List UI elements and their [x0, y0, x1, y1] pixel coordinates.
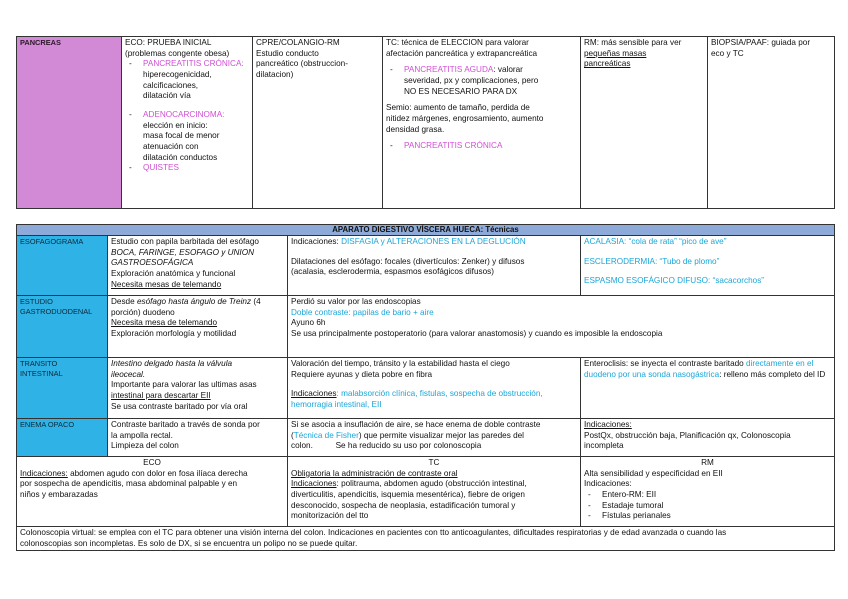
esof-line: Estudio con papila barbitada del esófago: [111, 237, 259, 247]
rm-list-item: - Estadaje tumoral: [584, 501, 831, 512]
tc-pa-line: NO ES NECESARIO PARA DX: [404, 86, 518, 96]
enema-line: la ampolla rectal.: [111, 430, 173, 440]
eco-subtitle: (problemas congente obesa): [125, 48, 230, 58]
enema-note: [291, 431, 577, 442]
eco-adeno-line: dilatación conductos: [143, 152, 218, 162]
enema-notes: [288, 419, 581, 457]
eco-header: ECO: [143, 458, 161, 468]
transito-label: [17, 358, 108, 419]
rm-list: [584, 490, 831, 522]
esof-espasmo: ESPASMO ESOFÁGICO DIFUSO: “sacacorchos”: [584, 276, 765, 286]
esof-acalasia: ACALASIA: “cola de rata” “pico de ave”: [584, 237, 727, 247]
tc-line: Obligatoria la administración de contraste oral: [291, 468, 458, 478]
tc-list-2: [386, 141, 577, 152]
eco-item-adenocarcinoma: [125, 110, 249, 163]
transito-notes: [288, 358, 581, 419]
tc-pa-rest: : valorar: [493, 65, 523, 75]
biopsia-line: eco y TC: [711, 48, 744, 58]
cpre-line: pancreático (obstruccion-: [256, 59, 348, 69]
tc-ind-text: : politrauma, abdomen agudo (obstrucción intestinal,: [336, 479, 527, 489]
transito-note: Valoración del tiempo, tránsito y la estabilidad hasta el ciego: [291, 359, 510, 369]
enema-ind-line: incompleta: [584, 441, 624, 451]
gastroduodenal-notes: [288, 296, 835, 358]
tc-line: TC: técnica de ELECCION para valorar: [386, 38, 529, 47]
eco-list: [125, 59, 249, 174]
esofagograma-indicaciones: [288, 236, 581, 296]
transito-desc: [108, 358, 288, 419]
enema-line: Limpieza del colon: [111, 441, 179, 451]
eco-adeno-label: - ADENOCARCINOMA:: [143, 109, 225, 119]
enema-note: Si se asocia a insuflación de aire, se hace enema de doble contraste: [291, 420, 541, 430]
tc-line: [291, 479, 577, 490]
tc-semio-line: densidad grasa.: [386, 124, 445, 134]
gastroduodenal-label: [17, 296, 108, 358]
esof-line: Necesita mesas de telemando: [111, 279, 222, 289]
digestivo-table: [16, 224, 835, 551]
gastro-note: Ayuno 6h: [291, 318, 326, 328]
enema-fisher: Técnica de Fisher: [293, 430, 359, 440]
pancreas-rm-cell: [581, 37, 708, 209]
eco-title: ECO: PRUEBA INICIAL: [125, 38, 212, 47]
eco-adeno-line: elección en inicio:: [143, 120, 208, 130]
enema-indicaciones: [581, 419, 835, 457]
pancreas-biopsia-cell: [708, 37, 835, 209]
tc-pa-line: severidad, px y complicaciones, pero: [404, 75, 539, 85]
enema-line: Contraste baritado a través de sonda por: [111, 420, 260, 430]
transito-entero-c: : relleno más completo del ID: [719, 369, 826, 379]
transito-enteroclisis: [581, 358, 835, 419]
transito-line: ileocecal.: [111, 369, 146, 379]
gastro-note: Doble contraste: papilas de bario + aire: [291, 307, 434, 317]
digestivo-header: APARATO DIGESTIVO VÍSCERA HUECA: Técnicas: [17, 225, 835, 236]
esof-ind: [291, 237, 577, 248]
enema-note-a: (: [291, 430, 294, 440]
esof-dil-line: Dilataciones del esófago: focales (divertículos: Zenker) y difusos: [291, 256, 525, 266]
eco-item-pancreatitis-cronica: [125, 59, 249, 102]
esof-ind-label: Indicaciones:: [291, 237, 342, 247]
eco-line: por sospecha de apendicitis, masa abdominal palpable y en: [20, 479, 238, 489]
tc-pc-label: PANCREATITIS CRÓNICA: [404, 141, 503, 151]
digestivo-rm-cell: [581, 457, 835, 527]
esof-esclerodermia: ESCLERODERMIA: “Tubo de plomo”: [584, 256, 720, 266]
transito-line: Importante para valorar las ultimas asas: [111, 380, 257, 390]
rm-line: Alta sensibilidad y especificidad en EII: [584, 468, 723, 478]
tc-pa-label: PANCREATITIS AGUDA: [404, 65, 494, 75]
digestivo-tc-cell: [288, 457, 581, 527]
footer-line: Colonoscopia virtual: se emplea con el TC para obtener una visión interna del colon. Indicaciones en pacientes con tto anticoagulantes, dificultades respiratorias y de edad avanzada o cuando las: [20, 528, 727, 538]
esof-line: BOCA, FARINGE, ESOFAGO y UNION: [111, 247, 254, 257]
transito-entero-a: Enteroclisis: se inyecta el contraste baritado: [584, 359, 747, 369]
tc-line: desconocido, sospecha de neoplasia, estadificación tumoral y: [291, 500, 516, 510]
enema-desc: [108, 419, 288, 457]
rm-line: RM: más sensible para ver: [584, 38, 682, 47]
transito-label-line: TRANSITO: [20, 359, 58, 369]
gastroduodenal-desc: [108, 296, 288, 358]
gastro-note: Perdió su valor por las endoscopias: [291, 297, 421, 307]
tc-ind-label: Indicaciones: [291, 479, 337, 489]
transito-entero-b: directamente en el duodeno por una sonda nasogástrica: [584, 359, 814, 379]
tc-line: diverticulitis, apendicitis, isquemia mesentérica), fiebre de origen: [291, 490, 525, 500]
gastro-note: Se usa principalmente postoperatorio (para valorar anastomosis) y cuando es imposible la endoscopia: [291, 329, 663, 339]
esof-ind-text: DISFAGIA y ALTERACIONES EN LA DEGLUCIÓN: [341, 237, 526, 247]
transito-ind: [291, 389, 577, 400]
pancreas-eco-cell: [122, 37, 253, 209]
tc-semio-line: nitidez márgenes, engrosamiento, aumento: [386, 113, 544, 123]
esofagograma-label: ESOFAGOGRAMA: [17, 236, 108, 296]
rm-line: pancreáticas: [584, 59, 631, 69]
gastro-line: porción) duodeno: [111, 307, 175, 317]
eco-quistes: QUISTES: [143, 163, 179, 173]
eco-line: [20, 469, 284, 480]
tc-item-pancreatitis-aguda: [386, 65, 577, 97]
eco-pc-line: hiperecogenicidad,: [143, 69, 212, 79]
transito-line: Se usa contraste baritado por vía oral: [111, 401, 248, 411]
pancreas-table: [16, 36, 835, 209]
rm-header: RM: [701, 458, 714, 468]
rm-list-item: - Fístulas perianales: [584, 511, 831, 522]
enema-ind-label: Indicaciones:: [584, 420, 632, 430]
gastro-label-line: GASTRODUODENAL: [20, 306, 93, 316]
eco-ind-label: Indicaciones:: [20, 468, 68, 478]
eco-ind-text: abdomen agudo con dolor en fosa ilíaca derecha: [67, 468, 248, 478]
gastro-line: [111, 297, 284, 308]
tc-item-pancreatitis-cronica: [386, 141, 577, 152]
rm-line: pequeñas masas: [584, 48, 647, 58]
biopsia-line: BIOPSIA/PAAF: guiada por: [711, 38, 811, 47]
pancreas-tc-cell: [383, 37, 581, 209]
tc-line: afectación pancreática y extrapancreática: [386, 48, 538, 58]
eco-line: niños y embarazadas: [20, 490, 98, 500]
enema-ind-line: PostQx, obstrucción baja, Planificación qx, Colonoscopia: [584, 430, 791, 440]
pancreas-cpre-cell: [253, 37, 383, 209]
transito-ind-label: Indicaciones: [291, 389, 337, 399]
rm-line: Indicaciones:: [584, 479, 632, 489]
tc-header: TC: [428, 458, 440, 468]
eco-adeno-line: atenuación con: [143, 141, 199, 151]
eco-pc-label: - PANCREATITIS CRÓNICA:: [143, 59, 244, 69]
gastro-label-line: ESTUDIO: [20, 297, 53, 307]
transito-label-line: INTESTINAL: [20, 368, 63, 378]
gastro-line-c: (4: [251, 297, 261, 307]
transito-ind-text: hemorragia intestinal, EII: [291, 400, 382, 410]
gastro-line-a: Desde: [111, 297, 137, 307]
gastro-line-b: esófago hasta ángulo de Treinz: [136, 297, 252, 307]
cpre-line: dilatacion): [256, 69, 294, 79]
esofagograma-desc: [108, 236, 288, 296]
pancreas-label: PANCREAS: [17, 37, 122, 209]
transito-line: intestinal para descartar EII: [111, 391, 211, 401]
footer-line: colonoscopias son incompletas. Es solo de DX, si se encuentra un polipo no se puede quitar.: [20, 538, 358, 548]
enema-label: ENEMA OPACO: [17, 419, 108, 457]
transito-note: Requiere ayunas y dieta pobre en fibra: [291, 369, 433, 379]
gastro-line: Necesita mesa de telemando: [111, 318, 218, 328]
eco-pc-line: calcificaciones,: [143, 80, 199, 90]
tc-line: monitorización del tto: [291, 511, 369, 521]
esof-dil-line: (acalasia, esclerodermia, espasmos esofágicos difusos): [291, 267, 494, 277]
esof-line: GASTROESOFÁGICA: [111, 258, 194, 268]
cpre-line: Estudio conducto: [256, 48, 319, 58]
gastro-line: Exploración morfología y motilidad: [111, 329, 237, 339]
enema-note-c: ) que permite visualizar mejor las paredes del: [358, 430, 525, 440]
enema-note: colon. Se ha reducido su uso por colonoscopia: [291, 441, 482, 451]
digestivo-eco-cell: [17, 457, 288, 527]
transito-line: Intestino delgado hasta la válvula: [111, 359, 233, 369]
esofagograma-signos: [581, 236, 835, 296]
eco-adeno-line: masa focal de menor: [143, 131, 220, 141]
colonoscopia-virtual-note: [17, 527, 835, 551]
esof-line: Exploración anatómica y funcional: [111, 269, 236, 279]
tc-list: [386, 65, 577, 97]
cpre-title: CPRE/COLANGIO-RM: [256, 38, 340, 47]
tc-semio-line: Semio: aumento de tamaño, perdida de: [386, 103, 530, 113]
eco-item-quistes: [125, 163, 249, 174]
eco-pc-line: dilatación vía: [143, 91, 191, 101]
rm-list-item: - Entero-RM: EII: [584, 490, 831, 501]
transito-ind-text: : malabsorción clínica, fistulas, sospecha de obstrucción,: [336, 389, 543, 399]
